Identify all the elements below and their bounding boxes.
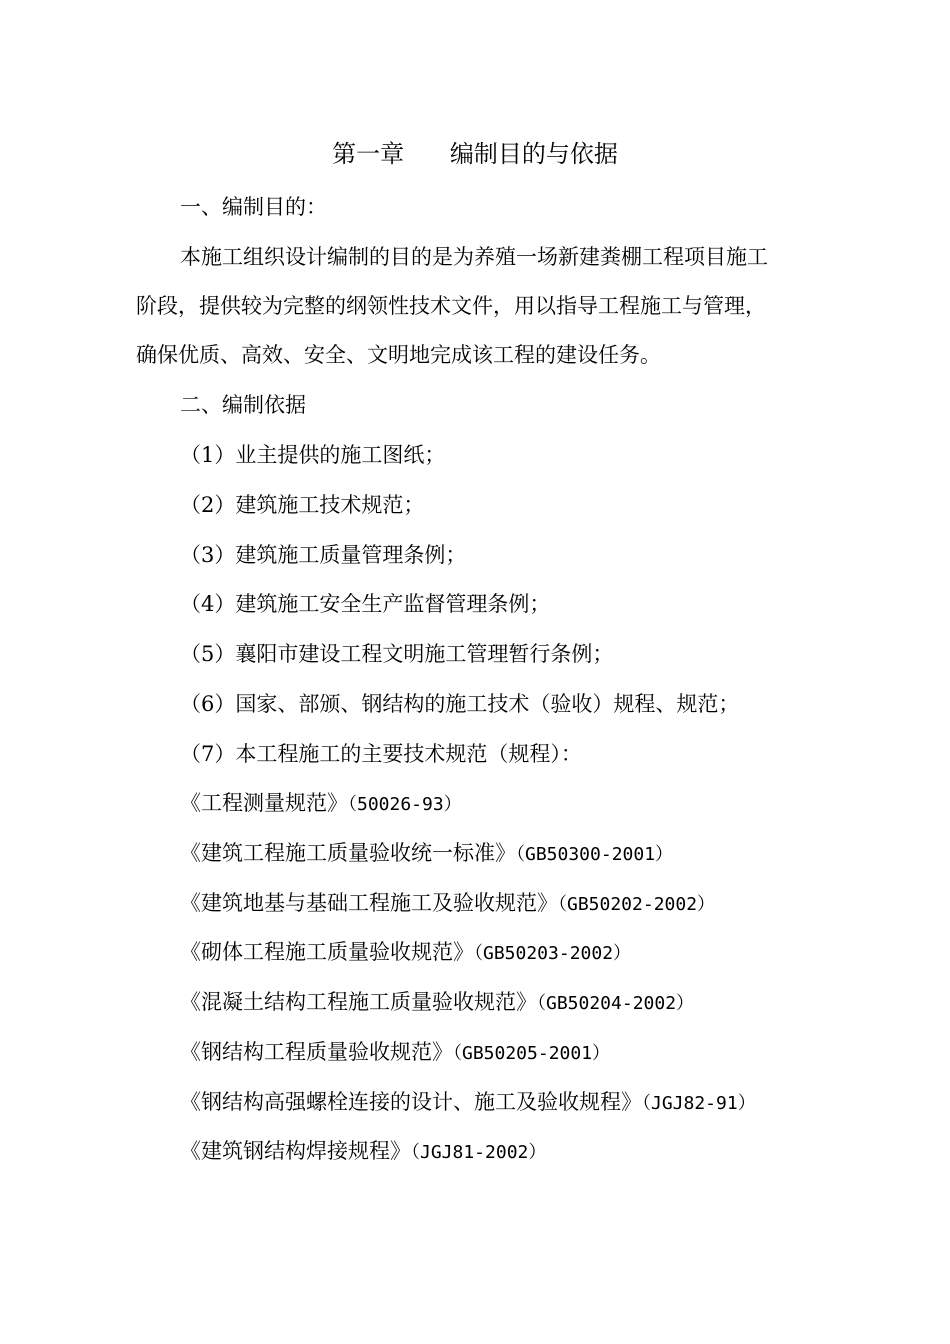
basis-item: （3）建筑施工质量管理条例； bbox=[180, 543, 467, 567]
standard-entry bbox=[180, 1134, 546, 1168]
standard-code: （50026-93） bbox=[348, 794, 462, 815]
section-heading-purpose: 一、编制目的： bbox=[180, 195, 327, 219]
basis-item: （7）本工程施工的主要技术规范（规程）： bbox=[180, 742, 582, 766]
standard-entry bbox=[180, 836, 673, 870]
standard-name: 《钢结构高强螺栓连接的设计、施工及验收规程》 bbox=[180, 1090, 642, 1114]
standard-code: （GB50203-2002） bbox=[474, 943, 632, 964]
standard-code: （GB50204-2002） bbox=[537, 993, 695, 1014]
basis-item: （4）建筑施工安全生产监督管理条例； bbox=[180, 592, 551, 616]
paragraph-line-1: 本施工组织设计编制的目的是为养殖一场新建粪棚工程项目施工 bbox=[180, 245, 768, 269]
standard-code: （GB50202-2002） bbox=[558, 894, 716, 915]
basis-item: （5）襄阳市建设工程文明施工管理暂行条例； bbox=[180, 642, 614, 666]
standard-entry bbox=[180, 985, 694, 1019]
standard-entry bbox=[180, 786, 462, 820]
basis-item: （6）国家、部颁、钢结构的施工技术（验收）规程、规范； bbox=[180, 692, 740, 716]
standard-code: （JGJ82-91） bbox=[642, 1093, 756, 1114]
standard-name: 《建筑钢结构焊接规程》 bbox=[180, 1139, 411, 1163]
standard-code: （GB50300-2001） bbox=[516, 844, 674, 865]
standard-code: （JGJ81-2002） bbox=[411, 1142, 547, 1163]
basis-item: （1）业主提供的施工图纸； bbox=[180, 443, 446, 467]
section-heading-basis: 二、编制依据 bbox=[180, 393, 306, 417]
standard-name: 《砌体工程施工质量验收规范》 bbox=[180, 940, 474, 964]
paragraph-line-2: 阶段，提供较为完整的纲领性技术文件，用以指导工程施工与管理， bbox=[136, 294, 766, 318]
standard-name: 《建筑地基与基础工程施工及验收规范》 bbox=[180, 891, 558, 915]
standard-name: 《钢结构工程质量验收规范》 bbox=[180, 1040, 453, 1064]
standard-entry bbox=[180, 935, 631, 969]
standard-name: 《混凝土结构工程施工质量验收规范》 bbox=[180, 990, 537, 1014]
standard-name: 《建筑工程施工质量验收统一标准》 bbox=[180, 841, 516, 865]
paragraph-line-3: 确保优质、高效、安全、文明地完成该工程的建设任务。 bbox=[136, 343, 661, 367]
standard-entry bbox=[180, 886, 715, 920]
standard-name: 《工程测量规范》 bbox=[180, 791, 348, 815]
standard-entry bbox=[180, 1035, 610, 1069]
standard-code: （GB50205-2001） bbox=[453, 1043, 611, 1064]
basis-item: （2）建筑施工技术规范； bbox=[180, 493, 425, 517]
standard-entry bbox=[180, 1085, 756, 1119]
chapter-title: 第一章 编制目的与依据 bbox=[332, 140, 618, 168]
